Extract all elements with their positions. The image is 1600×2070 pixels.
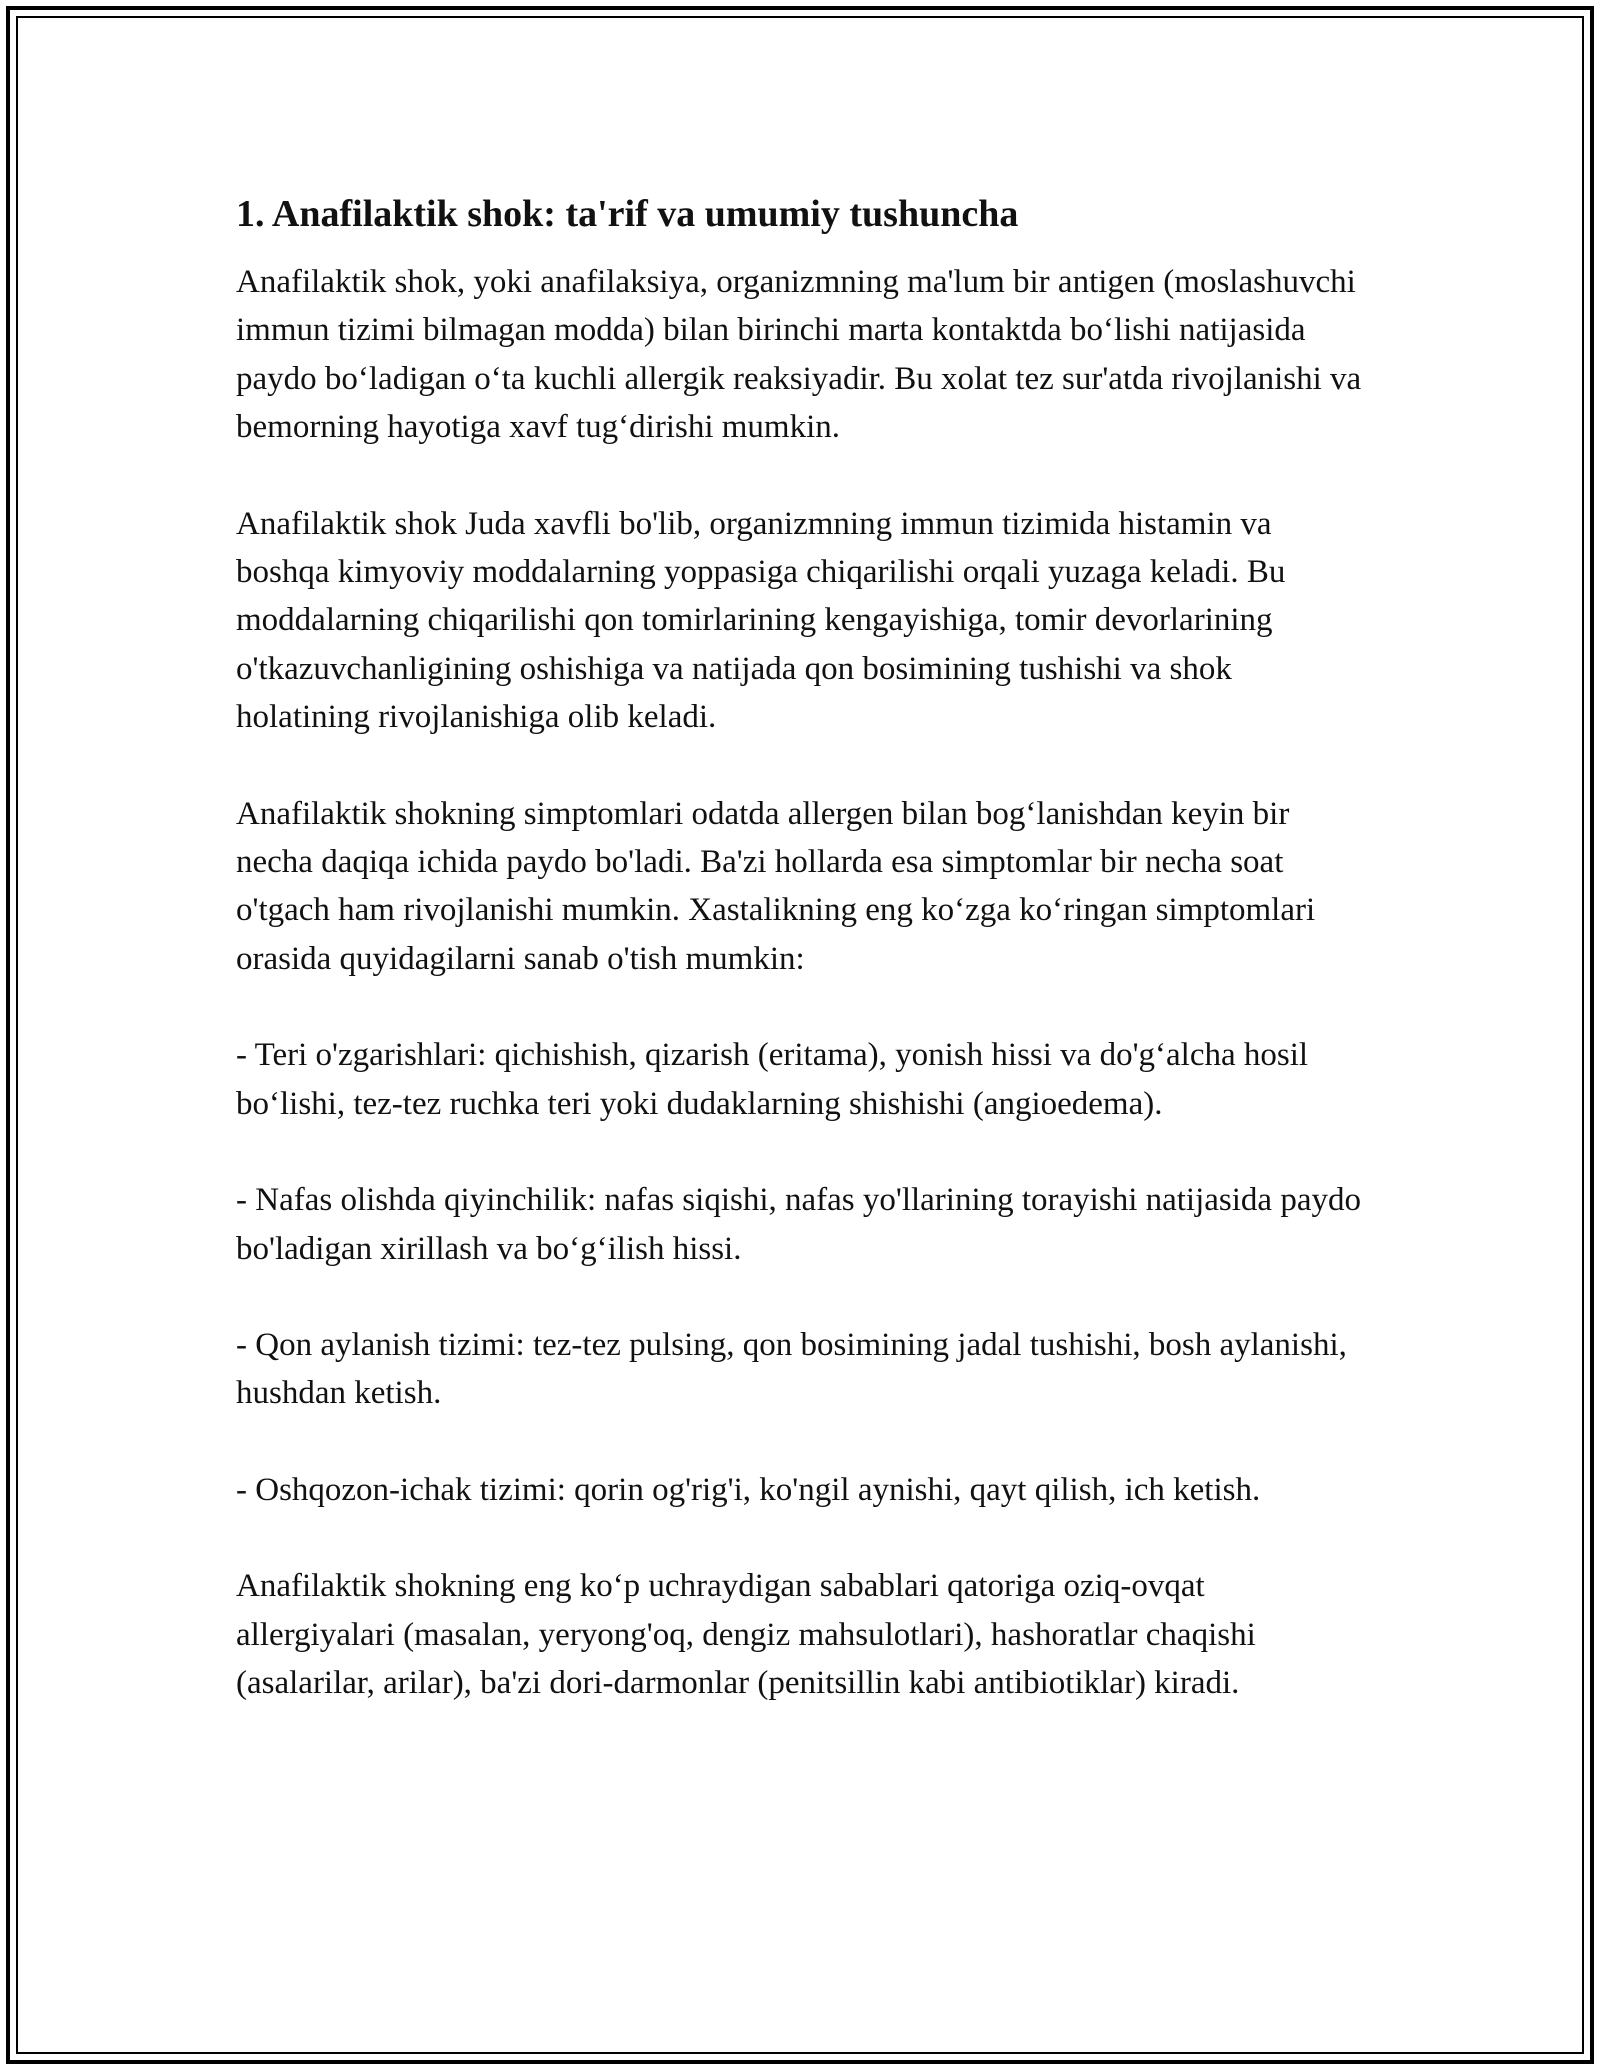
section-heading: 1. Anafilaktik shok: ta'rif va umumiy tushuncha <box>236 193 1019 235</box>
paragraph-mechanism: Anafilaktik shok Juda xavfli bo'lib, organizmning immun tizimida histamin va boshqa kimyoviy moddalarning yoppasiga chiqarilishi orqali yuzaga keladi. Bu moddalarning chiqarilishi qon tomirlarining kengayishiga, tomir devorlarining o'tkazuvchanligining oshishiga va natijada qon bosimining tushishi va shok holatining rivojlanishiga olib keladi. <box>236 505 1286 736</box>
list-item-digestive: - Oshqozon-ichak tizimi: qorin og'rig'i, ko'ngil aynishi, qayt qilish, ich ketish. <box>236 1471 1261 1508</box>
paragraph-definition: Anafilaktik shok, yoki anafilaksiya, organizmning ma'lum bir antigen (moslashuvchi immun tizimi bilmagan modda) bilan birinchi marta kontaktda bo‘lishi natijasida paydo bo‘ladigan o‘ta kuchli allergik reaksiyadir. Bu xolat tez sur'atda rivojlanishi va bemorning hayotiga xavf tug‘dirishi mumkin. <box>236 264 1362 446</box>
paragraph-symptoms-intro: Anafilaktik shokning simptomlari odatda allergen bilan bog‘lanishdan keyin bir necha daqiqa ichida paydo bo'ladi. Ba'zi hollarda esa simptomlar bir necha soat o'tgach ham rivojlanishi mumkin. Xastalikning eng ko‘zga ko‘ringan simptomlari orasida quyidagilarni sanab o'tish mumkin: <box>236 795 1316 977</box>
list-item-circulation: - Qon aylanish tizimi: tez-tez pulsing, qon bosimining jadal tushishi, bosh aylanishi, hushdan ketish. <box>236 1326 1347 1412</box>
paragraph-causes: Anafilaktik shokning eng ko‘p uchraydigan sabablari qatoriga oziq-ovqat allergiyalari (masalan, yeryong'oq, dengiz mahsulotlari), hashoratlar chaqishi (asalarilar, arilar), ba'zi dori-darmonlar (penitsillin kabi antibiotiklar) kiradi. <box>236 1568 1256 1701</box>
list-item-breathing: - Nafas olishda qiyinchilik: nafas siqishi, nafas yo'llarining torayishi natijasida paydo bo'ladigan xirillash va bo‘g‘ilish hissi. <box>236 1182 1361 1267</box>
document-body <box>236 186 1366 1755</box>
list-item-skin: - Teri o'zgarishlari: qichishish, qizarish (eritama), yonish hissi va do'g‘alcha hosil bo‘lishi, tez-tez ruchka teri yoki dudaklarning shishishi (angioedema). <box>236 1037 1309 1122</box>
